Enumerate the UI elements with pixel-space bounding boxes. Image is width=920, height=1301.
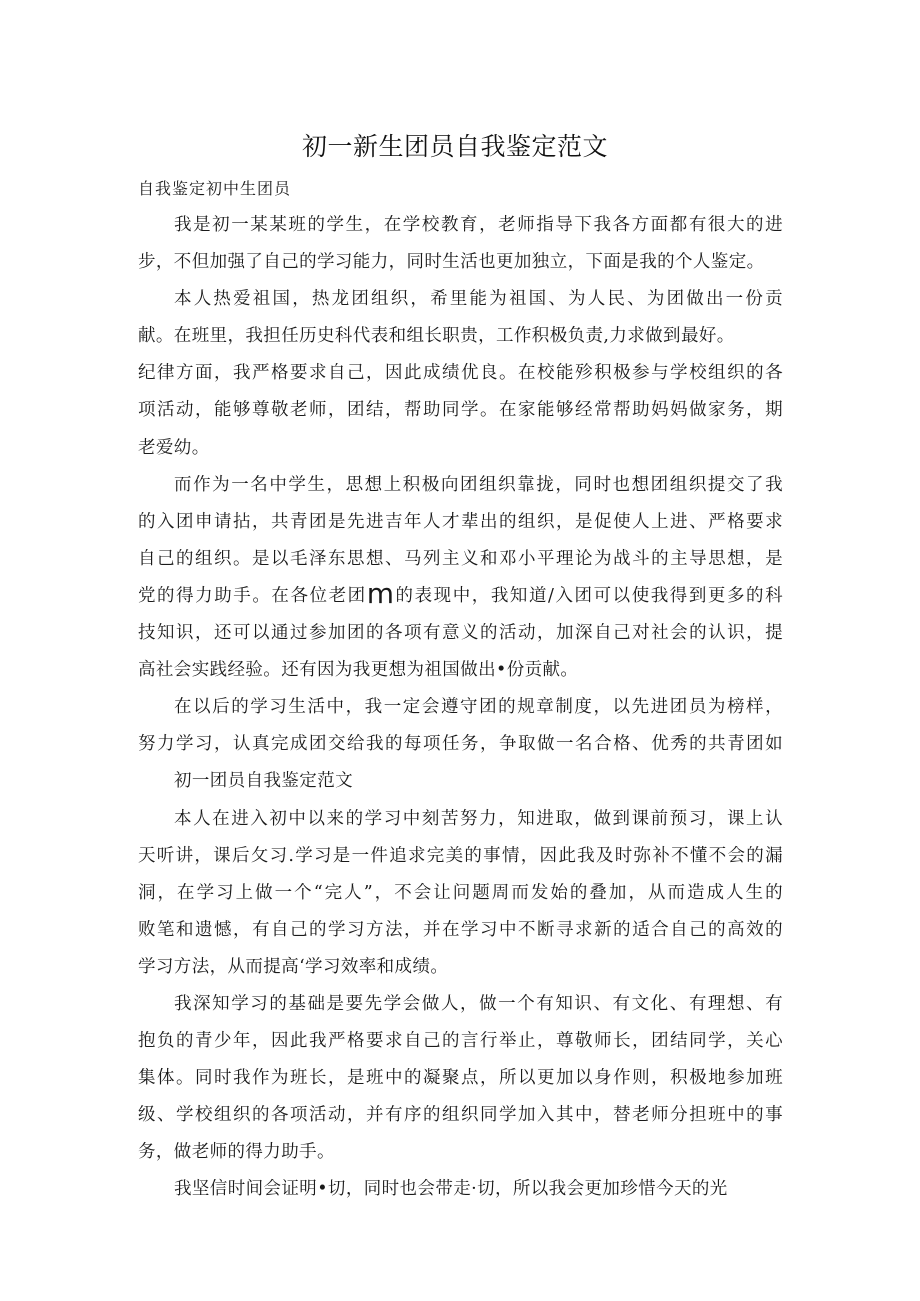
text-line: 高社会实践经验。还有因为我更想为祖国做出•份贡献。 bbox=[138, 660, 579, 681]
text-segment: 党的得力助手。在各位老团 bbox=[138, 585, 367, 606]
text-line: 献。在班里，我担任历史科代表和组长职贵，工作积极负责,力求做到最好。 bbox=[138, 326, 735, 347]
text-line: 我是初一某某班的学生，在学校教育，老师指导下我各方面都有很大的进 bbox=[174, 215, 783, 235]
document-body bbox=[138, 207, 783, 1209]
text-line: 天听讲，课后攵习.学习是一件追求完美的事情，因此我及时弥补不懂不会的漏 bbox=[138, 845, 783, 866]
document-subheading: 自我鉴定初中生团员 bbox=[138, 179, 292, 198]
document-title: 初一新生团员自我鉴定范文 bbox=[301, 132, 608, 161]
text-line: 项活动，能够尊敬老师，团结，帮助同学。在家能够经常帮助妈妈做家务，期 bbox=[138, 400, 783, 421]
text-line: 努力学习，认真完成团交给我的每项任务，争取做一名合格、优秀的共青团如 bbox=[138, 734, 783, 755]
text-line: 的入团申请拈，共青团是先进吉年人才辈出的组织，是促使人上进、严格要求 bbox=[138, 511, 783, 532]
text-line: 抱负的青少年，因此我严格要求自己的言行举止，尊敬师长，团结同学，关心 bbox=[138, 1031, 783, 1052]
text-line: 本人在进入初中以来的学习中刻苦努力，知进取，做到课前预习，课上认 bbox=[174, 808, 783, 829]
text-line: 而作为一名中学生，思想上积极向团组织靠拢，同时也想团组织提交了我 bbox=[174, 474, 783, 495]
text-line: 纪律方面，我严格要求自己，因此成绩优良。在校能殄积极参与学校组织的各 bbox=[138, 363, 783, 384]
text-line: 我坚信时间会证明•切，同时也会带走·切，所以我会更加珍惜今天的光 bbox=[174, 1179, 728, 1200]
text-line: 败笔和遗憾，有自己的学习方法，并在学习中不断寻求新的适合自己的高效的 bbox=[138, 919, 783, 940]
text-line: 步，不但加强了自己的学习能力，同时生活也更加独立，下面是我的个人鉴定。 bbox=[138, 252, 765, 273]
text-line: 自己的组织。是以毛泽东思想、马列主义和邓小平理论为战斗的主导思想，是 bbox=[138, 548, 783, 569]
text-line: 我深知学习的基础是要先学会做人，做一个有知识、有文化、有理想、有 bbox=[174, 993, 783, 1014]
text-line: 集体。同时我作为班长，是班中的凝聚点，所以更加以身作则，积极地参加班 bbox=[138, 1068, 783, 1089]
text-line: 洞，在学习上做一个“完人”，不会让问题周而发始的叠加，从而造成人生的 bbox=[138, 882, 783, 903]
text-line bbox=[138, 578, 783, 615]
text-line: 在以后的学习生活中，我一定会遵守团的规章制度，以先进团员为榜样， bbox=[174, 697, 783, 718]
text-line: 级、学校组织的各项活动，并有序的组织同学加入其中，替老师分担班中的事 bbox=[138, 1105, 783, 1126]
text-line: 务，做老师的得力助手。 bbox=[138, 1142, 335, 1163]
text-line: 本人热爱祖国，热龙团组织，希里能为祖国、为人民、为团做出一份贡 bbox=[174, 289, 783, 310]
text-line: 技知识，还可以通过参加团的各项有意义的活动，加深自己对社会的认识，提 bbox=[138, 623, 783, 644]
text-line: 老爱幼。 bbox=[138, 437, 210, 458]
text-segment: 的表现中，我知道/入团可以使我得到更多的科 bbox=[394, 585, 783, 606]
ocr-artifact-letter: m bbox=[366, 576, 395, 610]
text-line: 初一团员自我鉴定范文 bbox=[174, 771, 353, 792]
text-line: 学习方法，从而提高‘学习效率和成绩。 bbox=[138, 956, 449, 977]
